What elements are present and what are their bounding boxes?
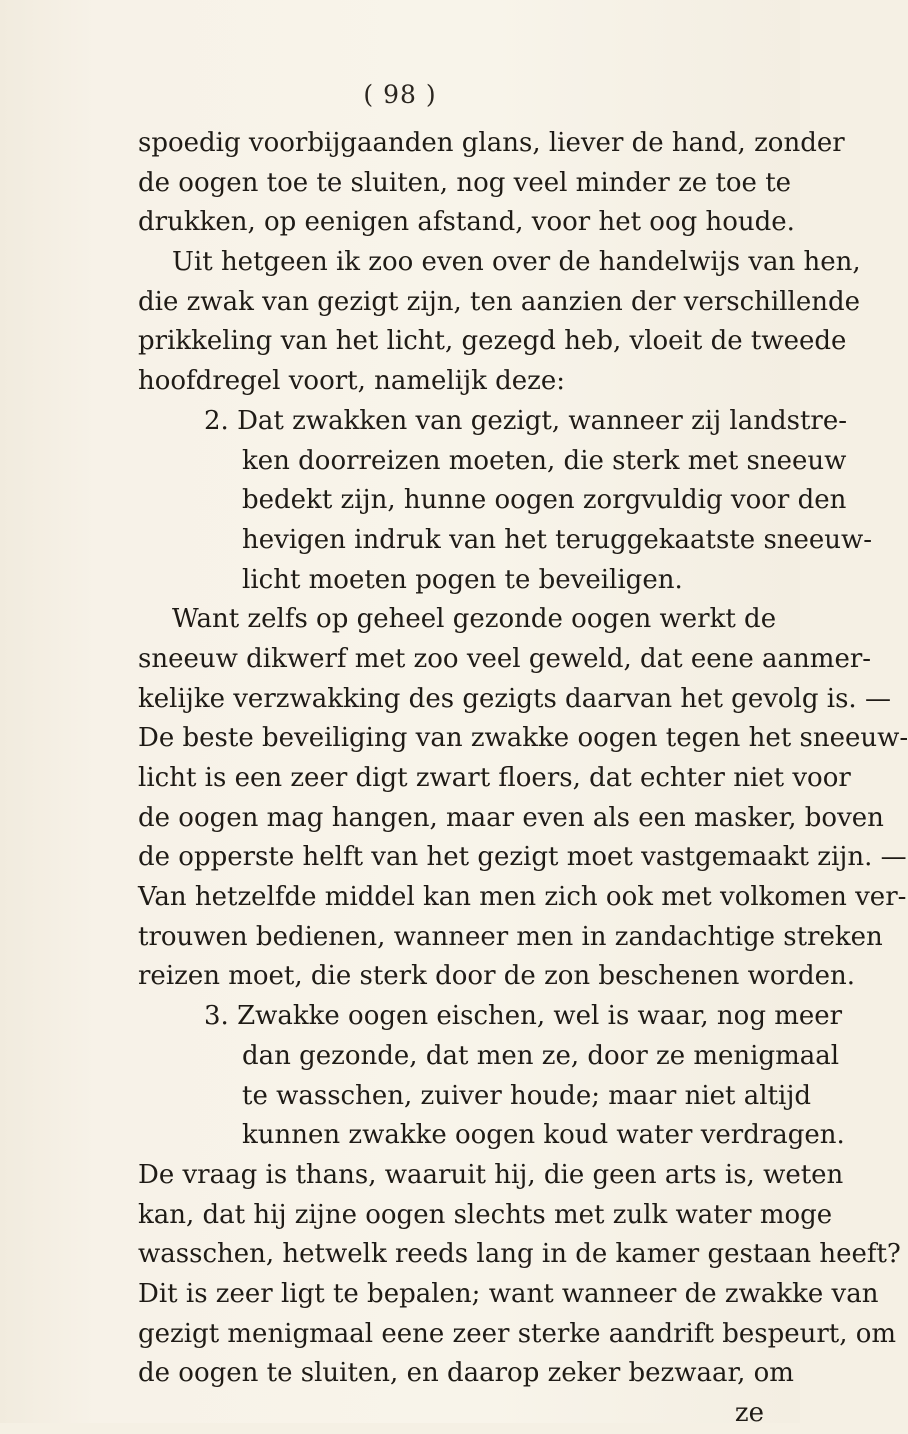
text-line: licht is een zeer digt zwart floers, dat echter niet voor (138, 763, 851, 793)
text-line: prikkeling van het licht, gezegd heb, vloeit de tweede (138, 326, 847, 357)
rule-line: bedekt zijn, hunne oogen zorgvuldig voor den (242, 485, 847, 516)
rule-line: 2. Dat zwakken van gezigt, wanneer zij landstre- (204, 405, 848, 436)
rule-line: 3. Zwakke oogen eischen, wel is waar, nog meer (204, 1001, 843, 1032)
text-line: de oogen te sluiten, en daarop zeker bezwaar, om (138, 1358, 794, 1389)
text-line: trouwen bedienen, wanneer men in zandachtige streken (138, 921, 883, 952)
rule-line: dan gezonde, dat men ze, door ze menigmaal (242, 1040, 840, 1071)
rule-line: te wasschen, zuiver houde; maar niet altijd (242, 1080, 812, 1111)
text-line: Dit is zeer ligt te bepalen; want wanneer de zwakke van (138, 1278, 879, 1309)
body-text (138, 124, 908, 1434)
text-line: hoofdregel voort, namelijk deze: (138, 366, 566, 397)
text-line: die zwak van gezigt zijn, ten aanzien der verschillende (138, 286, 861, 317)
text-line: wasschen, hetwelk reeds lang in de kamer gestaan heeft? (138, 1239, 901, 1270)
text-line: gezigt menigmaal eene zeer sterke aandrift bespeurt, om (138, 1318, 897, 1349)
text-line: sneeuw dikwerf met zoo veel geweld, dat eene aanmer- (138, 643, 872, 674)
text-line: spoedig voorbijgaanden glans, liever de hand, zonder (138, 128, 845, 158)
text-line: De vraag is thans, waaruit hij, die geen arts is, weten (138, 1159, 844, 1190)
text-line: drukken, op eenigen afstand, voor het oog houde. (138, 207, 795, 238)
text-line: Uit hetgeen ik zoo even over de handelwijs van hen, (172, 247, 861, 278)
catchword: ze (734, 1398, 764, 1428)
rule-line: ken doorreizen moeten, die sterk met sneeuw (242, 445, 847, 476)
text-line: de oogen mag hangen, maar even als een masker, boven (138, 802, 884, 833)
rule-line: kunnen zwakke oogen koud water verdragen. (242, 1120, 845, 1151)
page-number: ( 98 ) (363, 80, 437, 109)
text-line: Van hetzelfde middel kan men zich ook met volkomen ver- (138, 882, 907, 913)
text-line: Want zelfs op geheel gezonde oogen werkt de (172, 604, 777, 635)
rule-line: hevigen indruk van het teruggekaatste sneeuw- (242, 524, 873, 555)
text-line: De beste beveiliging van zwakke oogen tegen het sneeuw- (138, 723, 908, 754)
text-line: de oogen toe te sluiten, nog veel minder ze toe te (138, 167, 792, 198)
text-line: kelijke verzwakking des gezigts daarvan het gevolg is. — (138, 683, 891, 714)
rule-line: licht moeten pogen te beveiligen. (242, 564, 683, 595)
text-line: de opperste helft van het gezigt moet vastgemaakt zijn. — (138, 842, 907, 873)
text-line: reizen moet, die sterk door de zon beschenen worden. (138, 961, 856, 992)
text-line: kan, dat hij zijne oogen slechts met zulk water moge (138, 1199, 833, 1230)
